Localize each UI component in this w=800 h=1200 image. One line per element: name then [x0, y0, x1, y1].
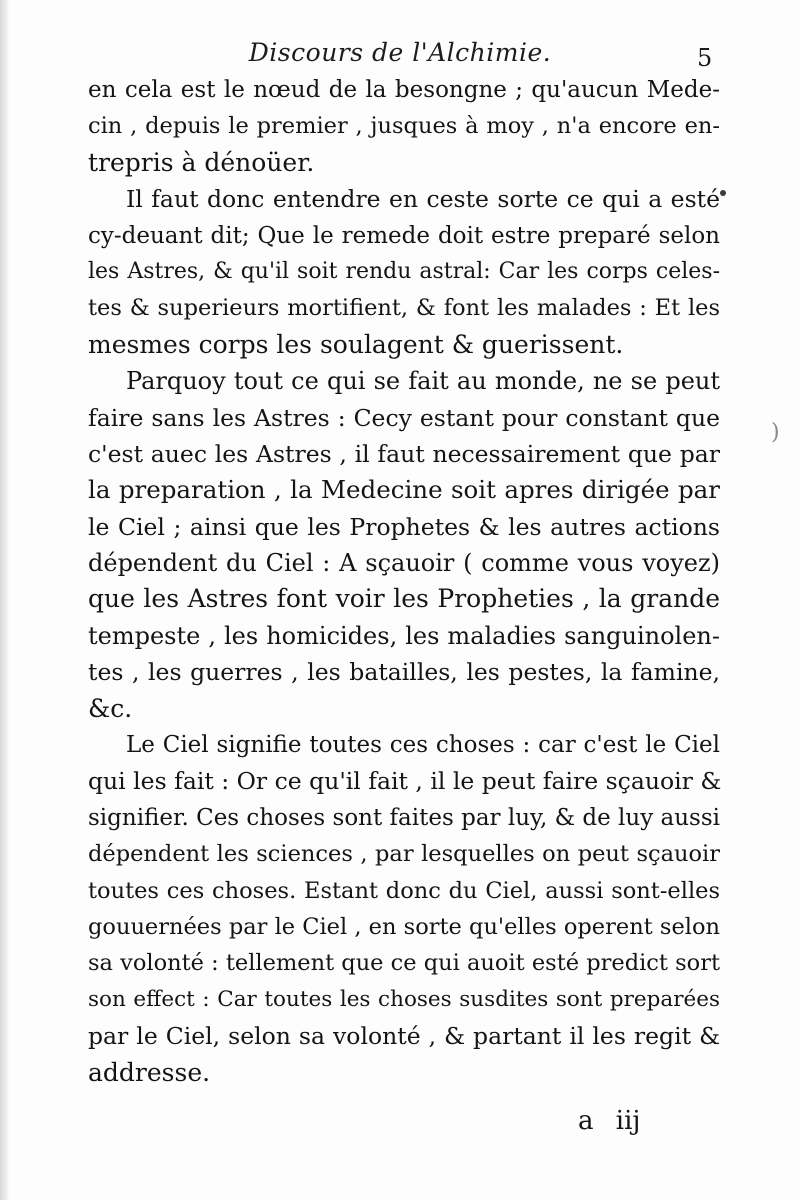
- text-line: Le Ciel signifie toutes ces choses : car c'est le Ciel: [126, 732, 720, 759]
- text-line: les Astres, & qu'il soit rendu astral: Car les corps celes-: [88, 258, 720, 284]
- text-line: tes & superieurs mortifient, & font les malades : Et les: [88, 295, 720, 322]
- text-line: signifier. Ces choses sont faites par luy, & de luy aussi: [88, 804, 720, 831]
- page-number: 5: [697, 44, 713, 72]
- margin-dot: [720, 190, 726, 196]
- text-line: toutes ces choses. Estant donc du Ciel, aussi sont-elles: [88, 877, 720, 904]
- text-line: addresse.: [88, 1057, 211, 1087]
- text-line: la preparation , la Medecine soit apres dirigée par: [88, 475, 720, 505]
- body-text: [88, 72, 720, 1091]
- text-line: Parquoy tout ce qui se fait au monde, ne se peut: [126, 367, 720, 396]
- text-line: tes , les guerres , les batailles, les pestes, la famine,: [88, 658, 720, 687]
- running-title: Discours de l'Alchimie.: [248, 38, 552, 67]
- text-line: mesmes corps les soulagent & guerissent.: [88, 329, 624, 359]
- text-line: le Ciel ; ainsi que les Prophetes & les autres actions: [88, 512, 720, 541]
- text-line: cin , depuis le premier , jusques à moy , n'a encore en-: [88, 113, 720, 140]
- text-line: faire sans les Astres : Cecy estant pour constant que: [88, 403, 720, 432]
- text-line: par le Ciel, selon sa volonté , & partant il les regit &: [88, 1022, 720, 1051]
- text-line: qui les fait : Or ce qu'il fait , il le peut faire sçauoir &: [88, 767, 722, 796]
- page-edge-shadow: [0, 0, 10, 1200]
- text-line: son effect : Car toutes les choses susdites sont preparées: [88, 986, 720, 1012]
- signature-mark: a iij: [578, 1106, 641, 1136]
- text-line: gouuernées par le Ciel , en sorte qu'elles operent selon: [88, 913, 720, 940]
- text-line: &c.: [88, 693, 133, 723]
- text-line: tempeste , les homicides, les maladies sanguinolen-: [88, 621, 720, 650]
- text-line: que les Astres font voir les Propheties , la grande: [88, 584, 720, 614]
- text-line: Il faut donc entendre en ceste sorte ce qui a esté: [126, 185, 720, 214]
- text-line: trepris à dénoüer.: [88, 147, 315, 177]
- text-line: sa volonté : tellement que ce qui auoit esté predict sort: [88, 950, 720, 977]
- text-line: en cela est le nœud de la besongne ; qu'aucun Mede-: [88, 77, 720, 103]
- text-line: c'est auec les Astres , il faut necessairement que par: [88, 439, 720, 468]
- text-line: dépendent du Ciel : A sçauoir ( comme vous voyez): [88, 549, 720, 578]
- text-line: cy-deuant dit; Que le remede doit estre preparé selon: [88, 222, 720, 249]
- margin-mark: ): [771, 420, 780, 445]
- text-line: dépendent les sciences , par lesquelles on peut sçauoir: [88, 841, 720, 868]
